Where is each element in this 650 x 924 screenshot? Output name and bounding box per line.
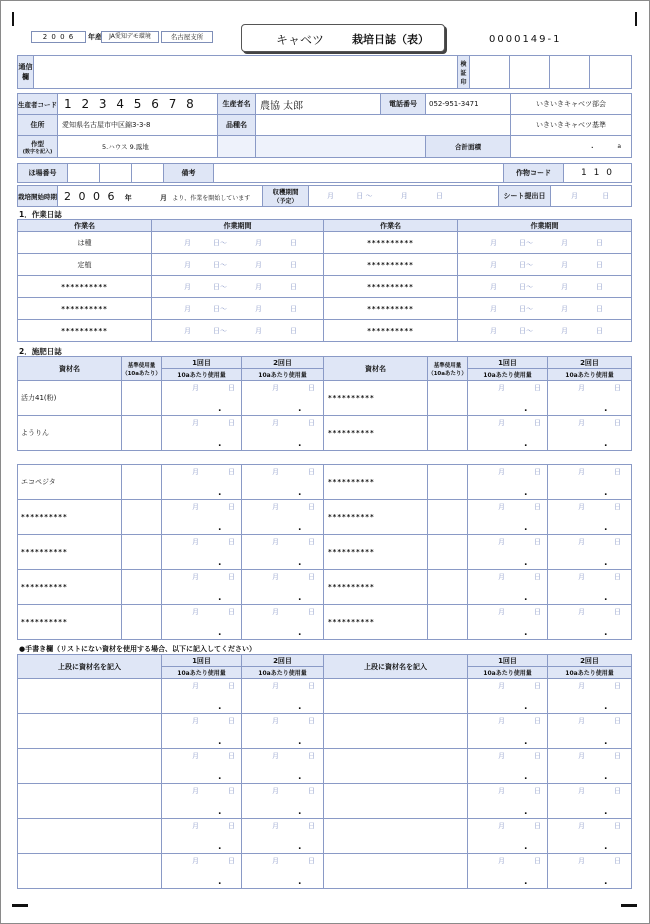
work-row	[18, 298, 632, 320]
field-number-3[interactable]	[132, 164, 164, 183]
fert-material-right: **********	[324, 381, 428, 416]
work-row	[18, 276, 632, 298]
work-period[interactable]: 月 日〜 月 日	[152, 298, 324, 320]
handwritten-row	[18, 819, 632, 854]
fert-usage-3[interactable]: 月 日 .	[468, 605, 548, 640]
work-name-right: **********	[324, 320, 458, 342]
decimal-point: .	[298, 488, 302, 498]
decimal-point: .	[604, 558, 608, 568]
decimal-point: .	[604, 439, 608, 449]
notice-label: 通信欄	[18, 56, 34, 89]
title-box	[241, 24, 445, 52]
registration-mark	[12, 904, 28, 907]
hand-usage-4[interactable]: 月 日 .	[548, 749, 632, 784]
decimal-point: .	[604, 404, 608, 414]
hand-col-material-right: 上段に資材名を記入	[324, 655, 468, 679]
decimal-point: .	[524, 558, 528, 568]
address-label: 住所	[18, 115, 58, 136]
fert-col-usage-2: 10aあたり使用量	[242, 369, 324, 381]
decimal-point: .	[218, 772, 222, 782]
fert-usage-3[interactable]: 月 日 .	[468, 570, 548, 605]
fert-col-material: 資材名	[18, 357, 122, 381]
variety-field[interactable]	[256, 115, 511, 136]
fert-usage-2[interactable]: 月 日 .	[242, 465, 324, 500]
hand-col-usage-4: 10aあたり使用量	[548, 667, 632, 679]
hand-material[interactable]	[18, 854, 162, 889]
fert-col-std: 基準使用量 （10aあたり）	[122, 357, 162, 381]
work-row	[18, 254, 632, 276]
decimal-point: .	[298, 558, 302, 568]
fert-col-first: 1回目	[162, 357, 242, 369]
org-name: JA愛知デモ環境	[101, 31, 159, 43]
hand-material-right[interactable]	[324, 819, 468, 854]
fert-usage-4[interactable]: 月 日 .	[548, 416, 632, 451]
decimal-point: .	[524, 807, 528, 817]
fert-usage-2[interactable]: 月 日 .	[242, 500, 324, 535]
fert-usage-3[interactable]: 月 日 .	[468, 381, 548, 416]
hand-usage-4[interactable]: 月 日 .	[548, 819, 632, 854]
start-table	[17, 185, 632, 207]
decimal-point: .	[524, 523, 528, 533]
decimal-point: .	[604, 523, 608, 533]
decimal-point: .	[604, 488, 608, 498]
fert-std[interactable]	[122, 500, 162, 535]
fert-material: エコペジタ	[18, 465, 122, 500]
hand-col-usage-3: 10aあたり使用量	[468, 667, 548, 679]
work-col-name-right: 作業名	[324, 220, 458, 232]
decimal-point: .	[218, 404, 222, 414]
decimal-point: .	[218, 628, 222, 638]
decimal-point: .	[604, 772, 608, 782]
fertilizer-row	[18, 535, 632, 570]
work-period[interactable]: 月 日〜 月 日	[152, 232, 324, 254]
field-table	[17, 163, 632, 183]
fert-col-usage-4: 10aあたり使用量	[548, 369, 632, 381]
hand-material[interactable]	[18, 749, 162, 784]
decimal-point: .	[298, 772, 302, 782]
decimal-point: .	[524, 488, 528, 498]
area-field[interactable]	[511, 136, 632, 158]
work-log-table	[17, 219, 632, 342]
hand-usage-1[interactable]: 月 日 .	[162, 819, 242, 854]
fert-usage-2[interactable]: 月 日 .	[242, 381, 324, 416]
notice-field[interactable]	[34, 56, 458, 89]
work-period-right[interactable]: 月 日〜 月 日	[458, 254, 632, 276]
notice-table	[17, 55, 632, 89]
hand-usage-2[interactable]: 月 日 .	[242, 819, 324, 854]
fert-material: **********	[18, 500, 122, 535]
fertilizer-row	[18, 416, 632, 451]
fert-material: ようりん	[18, 416, 122, 451]
decimal-point: .	[298, 593, 302, 603]
hand-usage-3[interactable]: 月 日 .	[468, 819, 548, 854]
hand-usage-2[interactable]: 月 日 .	[242, 784, 324, 819]
decimal-point: .	[524, 877, 528, 887]
hand-usage-2[interactable]: 月 日 .	[242, 854, 324, 889]
area-label: 合計面積	[426, 136, 511, 158]
hand-col-usage-1: 10aあたり使用量	[162, 667, 242, 679]
fert-usage-1[interactable]: 月 日 .	[162, 570, 242, 605]
fert-material-right: **********	[324, 500, 428, 535]
fert-material-right: **********	[324, 535, 428, 570]
fert-usage-2[interactable]: 月 日 .	[242, 570, 324, 605]
work-name: **********	[18, 276, 152, 298]
decimal-point: .	[218, 877, 222, 887]
type-value[interactable]: 5.ハウス 9.露地	[58, 136, 218, 158]
hand-usage-3[interactable]: 月 日 .	[468, 749, 548, 784]
work-col-period-right: 作業期間	[458, 220, 632, 232]
handwritten-row	[18, 784, 632, 819]
check-label: 検証印	[458, 56, 470, 89]
handwritten-row	[18, 714, 632, 749]
decimal-point: .	[298, 702, 302, 712]
harvest-period[interactable]: 月 日 〜 月 日	[309, 186, 499, 207]
year-box[interactable]: 2 0 0 6	[31, 31, 86, 43]
fert-std[interactable]	[122, 381, 162, 416]
hand-material[interactable]	[18, 784, 162, 819]
harvest-note: （予定）	[273, 198, 298, 205]
check-stamp-4[interactable]	[590, 56, 632, 89]
fert-std-right[interactable]	[428, 535, 468, 570]
spacer-row	[18, 451, 632, 465]
hand-usage-2[interactable]: 月 日 .	[242, 749, 324, 784]
decimal-point: .	[218, 702, 222, 712]
fert-col-first-right: 1回目	[468, 357, 548, 369]
fertilizer-row	[18, 570, 632, 605]
fert-col-second-right: 2回目	[548, 357, 632, 369]
work-name: **********	[18, 320, 152, 342]
hand-col-material: 上段に資材名を記入	[18, 655, 162, 679]
hand-material-right[interactable]	[324, 749, 468, 784]
fert-usage-4[interactable]: 月 日 .	[548, 381, 632, 416]
decimal-point: .	[298, 842, 302, 852]
work-row	[18, 232, 632, 254]
phone-label: 電話番号	[381, 94, 426, 115]
type-blank	[218, 136, 256, 158]
decimal-point: .	[218, 558, 222, 568]
decimal-point: .	[218, 439, 222, 449]
work-period-right[interactable]: 月 日〜 月 日	[458, 298, 632, 320]
section1-title: 1．作業日誌	[19, 210, 62, 219]
start-month-unit: 月	[159, 193, 167, 202]
hand-material[interactable]	[18, 679, 162, 714]
fert-usage-4[interactable]: 月 日 .	[548, 465, 632, 500]
year-suffix: 年産	[88, 33, 102, 41]
fert-std-right[interactable]	[428, 500, 468, 535]
start-note: より、作業を開始しています	[172, 194, 251, 202]
fert-col-std-right: 基準使用量 （10aあたり）	[428, 357, 468, 381]
decimal-point: .	[604, 628, 608, 638]
work-name-right: **********	[324, 276, 458, 298]
fert-usage-3[interactable]: 月 日 .	[468, 500, 548, 535]
registration-mark	[635, 12, 637, 26]
section2-title: 2．施肥日誌	[19, 347, 62, 356]
hand-material[interactable]	[18, 819, 162, 854]
fert-col-material-right: 資材名	[324, 357, 428, 381]
start-field[interactable]	[58, 186, 263, 207]
decimal-point: .	[604, 737, 608, 747]
work-col-period: 作業期間	[152, 220, 324, 232]
hand-col-second-right: 2回目	[548, 655, 632, 667]
fert-usage-1[interactable]: 月 日 .	[162, 535, 242, 570]
fert-std[interactable]	[122, 570, 162, 605]
handwritten-row	[18, 679, 632, 714]
fertilizer-row	[18, 500, 632, 535]
type-label-cell	[18, 136, 58, 158]
crop-code-label: 作物コード	[504, 164, 564, 183]
hand-usage-4[interactable]: 月 日 .	[548, 784, 632, 819]
work-period-right[interactable]: 月 日〜 月 日	[458, 232, 632, 254]
producer-name-value[interactable]: 農協 太郎	[256, 94, 381, 115]
branch-name: 名古屋支所	[161, 31, 213, 43]
decimal-point: .	[298, 807, 302, 817]
title-main: 栽培日誌（表）	[352, 33, 429, 46]
hand-usage-1[interactable]: 月 日 .	[162, 784, 242, 819]
work-period[interactable]: 月 日〜 月 日	[152, 320, 324, 342]
hand-material[interactable]	[18, 714, 162, 749]
registration-mark	[12, 12, 14, 26]
producer-code-label: 生産者コード	[18, 94, 58, 115]
decimal-point: .	[524, 593, 528, 603]
fert-usage-3[interactable]: 月 日 .	[468, 416, 548, 451]
check-stamp-2[interactable]	[510, 56, 550, 89]
decimal-point: .	[524, 737, 528, 747]
hand-material-right[interactable]	[324, 854, 468, 889]
work-name-right: **********	[324, 254, 458, 276]
fert-std-right[interactable]	[428, 381, 468, 416]
decimal-point: .	[298, 877, 302, 887]
fert-usage-4[interactable]: 月 日 .	[548, 605, 632, 640]
producer-table	[17, 93, 632, 158]
standard-value: いきいきキャベツ基準	[511, 115, 632, 136]
field-number-2[interactable]	[100, 164, 132, 183]
hand-usage-1[interactable]: 月 日 .	[162, 854, 242, 889]
work-col-name: 作業名	[18, 220, 152, 232]
fertilizer-row	[18, 381, 632, 416]
field-number-label: ほ場番号	[18, 164, 68, 183]
hand-usage-2[interactable]: 月 日 .	[242, 679, 324, 714]
decimal-point: .	[218, 737, 222, 747]
decimal-point: .	[524, 628, 528, 638]
remarks-field[interactable]	[214, 164, 504, 183]
fert-std-right[interactable]	[428, 416, 468, 451]
work-row	[18, 320, 632, 342]
hand-usage-3[interactable]: 月 日 .	[468, 784, 548, 819]
decimal-point: .	[604, 702, 608, 712]
start-year: 2 0 0 6	[64, 189, 117, 203]
fert-material: 活力41(粉)	[18, 381, 122, 416]
fert-usage-3[interactable]: 月 日 .	[468, 465, 548, 500]
field-number-1[interactable]	[68, 164, 100, 183]
fert-material-right: **********	[324, 605, 428, 640]
check-stamp-3[interactable]	[550, 56, 590, 89]
hand-material-right[interactable]	[324, 784, 468, 819]
producer-name-label: 生産者名	[218, 94, 256, 115]
handwritten-table	[17, 654, 632, 889]
producer-code-value[interactable]: 1 2 3 4 5 6 7 8	[58, 94, 218, 115]
fert-material: **********	[18, 570, 122, 605]
decimal-point: .	[524, 772, 528, 782]
type-label: 作型	[31, 139, 44, 148]
harvest-label: 収穫期間	[272, 188, 299, 196]
work-period[interactable]: 月 日〜 月 日	[152, 276, 324, 298]
decimal-point: .	[524, 439, 528, 449]
remarks-label: 備考	[164, 164, 214, 183]
hand-usage-1[interactable]: 月 日 .	[162, 679, 242, 714]
fert-usage-2[interactable]: 月 日 .	[242, 535, 324, 570]
decimal-point: .	[218, 523, 222, 533]
fert-usage-1[interactable]: 月 日 .	[162, 500, 242, 535]
hand-material-right[interactable]	[324, 714, 468, 749]
fert-std[interactable]	[122, 535, 162, 570]
hand-usage-4[interactable]: 月 日 .	[548, 679, 632, 714]
hand-material-right[interactable]	[324, 679, 468, 714]
decimal-point: .	[298, 737, 302, 747]
decimal-point: .	[298, 523, 302, 533]
sheet-label: シート提出日	[499, 186, 551, 207]
fert-usage-1[interactable]: 月 日 .	[162, 381, 242, 416]
start-year-unit: 年	[124, 193, 132, 202]
hand-usage-4[interactable]: 月 日 .	[548, 854, 632, 889]
type-blank-2	[256, 136, 426, 158]
phone-value[interactable]: 052-951-3471	[426, 94, 511, 115]
section3-title: ●手書き欄（リストにない資材を使用する場合、以下に記入してください）	[19, 645, 256, 653]
fert-usage-4[interactable]: 月 日 .	[548, 500, 632, 535]
fertilizer-table	[17, 356, 632, 640]
fert-usage-2[interactable]: 月 日 .	[242, 416, 324, 451]
decimal-point: .	[218, 807, 222, 817]
hand-usage-2[interactable]: 月 日 .	[242, 714, 324, 749]
address-value[interactable]: 愛知県名古屋市中区錦3-3-8	[58, 115, 218, 136]
type-note: (数字を記入)	[22, 148, 53, 155]
fert-usage-4[interactable]: 月 日 .	[548, 570, 632, 605]
fert-col-usage-3: 10aあたり使用量	[468, 369, 548, 381]
fert-std[interactable]	[122, 465, 162, 500]
fert-material: **********	[18, 605, 122, 640]
fert-usage-1[interactable]: 月 日 .	[162, 605, 242, 640]
work-name: **********	[18, 298, 152, 320]
decimal-point: .	[524, 404, 528, 414]
fert-std-right[interactable]	[428, 570, 468, 605]
harvest-label-cell	[263, 186, 309, 207]
doc-number: 0000149-1	[489, 34, 562, 45]
work-name-right: **********	[324, 232, 458, 254]
area-decimal: .	[591, 143, 594, 150]
hand-col-first-right: 1回目	[468, 655, 548, 667]
fert-std-right[interactable]	[428, 605, 468, 640]
decimal-point: .	[524, 702, 528, 712]
hand-usage-1[interactable]: 月 日 .	[162, 714, 242, 749]
work-name-right: **********	[324, 298, 458, 320]
fert-material: **********	[18, 535, 122, 570]
work-period[interactable]: 月 日〜 月 日	[152, 254, 324, 276]
fert-material-right: **********	[324, 465, 428, 500]
fert-col-second: 2回目	[242, 357, 324, 369]
decimal-point: .	[524, 842, 528, 852]
decimal-point: .	[298, 628, 302, 638]
hand-usage-3[interactable]: 月 日 .	[468, 854, 548, 889]
sheet-date[interactable]: 月 日	[551, 186, 632, 207]
area-unit: a	[617, 143, 621, 150]
fert-usage-1[interactable]: 月 日 .	[162, 416, 242, 451]
fert-col-usage-1: 10aあたり使用量	[162, 369, 242, 381]
decimal-point: .	[298, 439, 302, 449]
fert-usage-1[interactable]: 月 日 .	[162, 465, 242, 500]
handwritten-row	[18, 854, 632, 889]
decimal-point: .	[218, 593, 222, 603]
decimal-point: .	[604, 593, 608, 603]
work-period-right[interactable]: 月 日〜 月 日	[458, 320, 632, 342]
fert-usage-4[interactable]: 月 日 .	[548, 535, 632, 570]
decimal-point: .	[604, 807, 608, 817]
fertilizer-row	[18, 605, 632, 640]
decimal-point: .	[218, 842, 222, 852]
hand-col-first: 1回目	[162, 655, 242, 667]
fert-usage-3[interactable]: 月 日 .	[468, 535, 548, 570]
decimal-point: .	[604, 842, 608, 852]
hand-col-usage-2: 10aあたり使用量	[242, 667, 324, 679]
fert-std[interactable]	[122, 605, 162, 640]
handwritten-row	[18, 749, 632, 784]
work-period-right[interactable]: 月 日〜 月 日	[458, 276, 632, 298]
decimal-point: .	[604, 877, 608, 887]
start-label: 栽培開始時期	[18, 186, 58, 207]
check-stamp-1[interactable]	[470, 56, 510, 89]
fert-std[interactable]	[122, 416, 162, 451]
variety-label: 品種名	[218, 115, 256, 136]
work-name: 定植	[18, 254, 152, 276]
decimal-point: .	[298, 404, 302, 414]
hand-usage-3[interactable]: 月 日 .	[468, 679, 548, 714]
decimal-point: .	[218, 488, 222, 498]
work-name: は種	[18, 232, 152, 254]
registration-mark	[621, 904, 637, 907]
fert-material-right: **********	[324, 570, 428, 605]
title-crop: キャベツ	[276, 33, 325, 47]
hand-usage-4[interactable]: 月 日 .	[548, 714, 632, 749]
group-value: いきいきキャベツ部会	[511, 94, 632, 115]
fert-material-right: **********	[324, 416, 428, 451]
crop-code-value[interactable]: 1 1 0	[564, 164, 632, 183]
fert-usage-2[interactable]: 月 日 .	[242, 605, 324, 640]
hand-col-second: 2回目	[242, 655, 324, 667]
fertilizer-row	[18, 465, 632, 500]
hand-usage-1[interactable]: 月 日 .	[162, 749, 242, 784]
fert-std-right[interactable]	[428, 465, 468, 500]
hand-usage-3[interactable]: 月 日 .	[468, 714, 548, 749]
